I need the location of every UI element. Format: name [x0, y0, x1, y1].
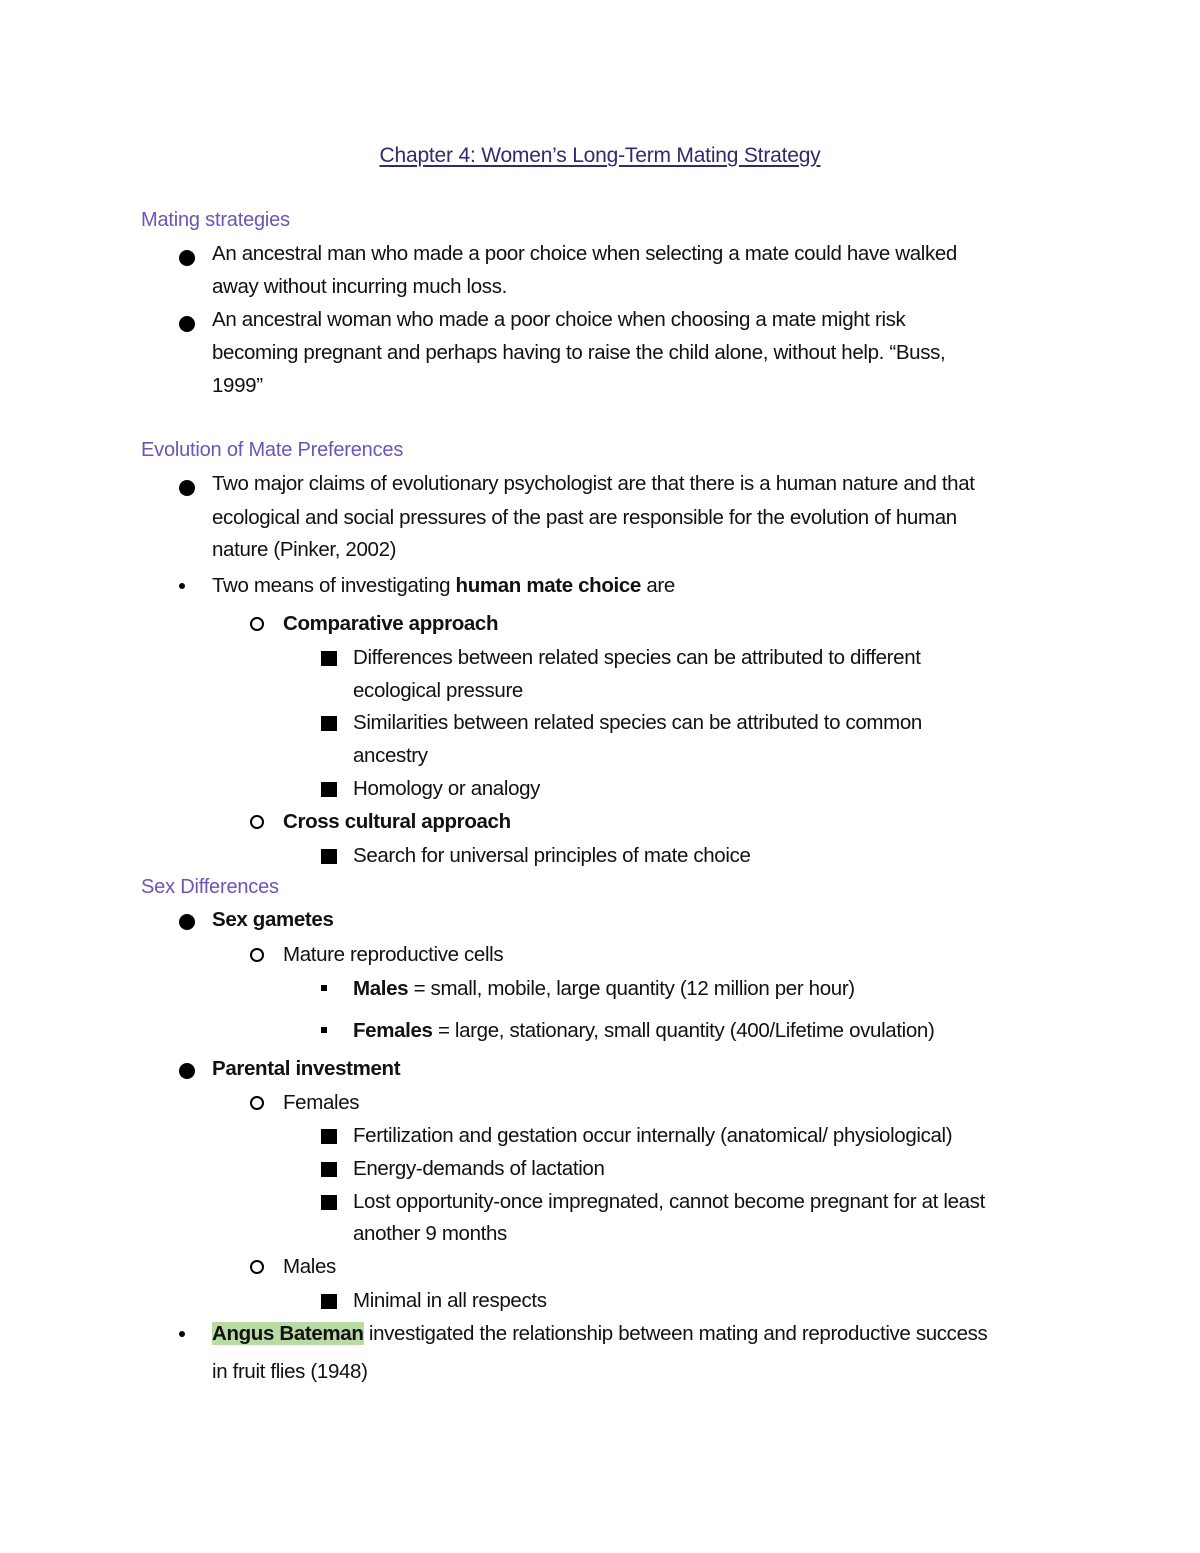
cross1-line: Search for universal principles of mate choice [353, 844, 751, 867]
f1-line: Fertilization and gestation occur internally (anatomical/ physiological) [353, 1124, 953, 1147]
evolution-b2-bold: human mate choice [455, 574, 641, 597]
f2-line: Energy-demands of lactation [353, 1157, 605, 1180]
bullet-disc [179, 1063, 195, 1079]
comparative-approach: Comparative approach [283, 612, 499, 635]
females-label: Females [353, 1019, 433, 1042]
mating-b1-line1: An ancestral man who made a poor choice when selecting a mate could have walked [212, 242, 957, 265]
section-heading-sex: Sex Differences [141, 876, 279, 898]
comp3-line: Homology or analogy [353, 777, 541, 800]
bullet-circle [250, 617, 264, 631]
bullet-dot [179, 583, 185, 589]
evolution-b1-line1: Two major claims of evolutionary psychologist are that there is a human nature and that [212, 472, 975, 495]
bullet-circle [250, 1260, 264, 1274]
bullet-square [321, 782, 337, 797]
bullet-small-square [321, 1027, 327, 1033]
bullet-square [321, 1129, 337, 1144]
bullet-dot [179, 1331, 185, 1337]
page-title: Chapter 4: Women’s Long-Term Mating Strategy [379, 144, 821, 167]
females-gametes-line [353, 1019, 934, 1043]
f3-line2: another 9 months [353, 1222, 507, 1245]
males-heading: Males [283, 1255, 336, 1278]
section-heading-mating: Mating strategies [141, 209, 290, 231]
m1-line: Minimal in all respects [353, 1289, 547, 1312]
comp2-line1: Similarities between related species can be attributed to common [353, 711, 922, 734]
comp1-line2: ecological pressure [353, 679, 523, 702]
evolution-b2-line [212, 574, 675, 598]
bullet-square [321, 1162, 337, 1177]
evolution-b1-line3: nature (Pinker, 2002) [212, 538, 397, 561]
bateman-line1 [212, 1322, 987, 1346]
bateman-text: investigated the relationship between mating and reproductive success [363, 1322, 988, 1345]
comp1-line1: Differences between related species can be attributed to different [353, 646, 921, 669]
evolution-b1-line2: ecological and social pressures of the past are responsible for the evolution of human [212, 506, 957, 529]
males-gametes-line [353, 977, 855, 1001]
bullet-circle [250, 1096, 264, 1110]
mating-b2-line1: An ancestral woman who made a poor choice when choosing a mate might risk [212, 308, 906, 331]
section-heading-evolution: Evolution of Mate Preferences [141, 439, 404, 461]
mating-b2-line2: becoming pregnant and perhaps having to raise the child alone, without help. “Buss, [212, 341, 946, 364]
bateman-line2: in fruit flies (1948) [212, 1360, 368, 1383]
bullet-square [321, 1294, 337, 1309]
mating-b2-line3: 1999” [212, 374, 263, 397]
males-text: = small, mobile, large quantity (12 million per hour) [408, 977, 855, 1000]
cross-cultural-approach: Cross cultural approach [283, 810, 511, 833]
bullet-square [321, 651, 337, 666]
comp2-line2: ancestry [353, 744, 428, 767]
evolution-b2-post: are [640, 574, 675, 597]
f3-line1: Lost opportunity-once impregnated, cannot become pregnant for at least [353, 1190, 985, 1213]
females-text: = large, stationary, small quantity (400/Lifetime ovulation) [432, 1019, 935, 1042]
sex-gametes: Sex gametes [212, 908, 334, 931]
bullet-small-square [321, 985, 327, 991]
evolution-b2-pre: Two means of investigating [212, 574, 456, 597]
parental-investment: Parental investment [212, 1057, 401, 1080]
bateman-name-highlight: Angus Bateman [212, 1322, 364, 1345]
mature-cells: Mature reproductive cells [283, 943, 504, 966]
bullet-disc [179, 250, 195, 266]
males-label: Males [353, 977, 409, 1000]
bullet-square [321, 716, 337, 731]
bullet-square [321, 849, 337, 864]
females-heading: Females [283, 1091, 360, 1114]
bullet-square [321, 1195, 337, 1210]
bullet-disc [179, 914, 195, 930]
mating-b1-line2: away without incurring much loss. [212, 275, 507, 298]
bullet-disc [179, 480, 195, 496]
bullet-circle [250, 815, 264, 829]
bullet-circle [250, 948, 264, 962]
bullet-disc [179, 316, 195, 332]
